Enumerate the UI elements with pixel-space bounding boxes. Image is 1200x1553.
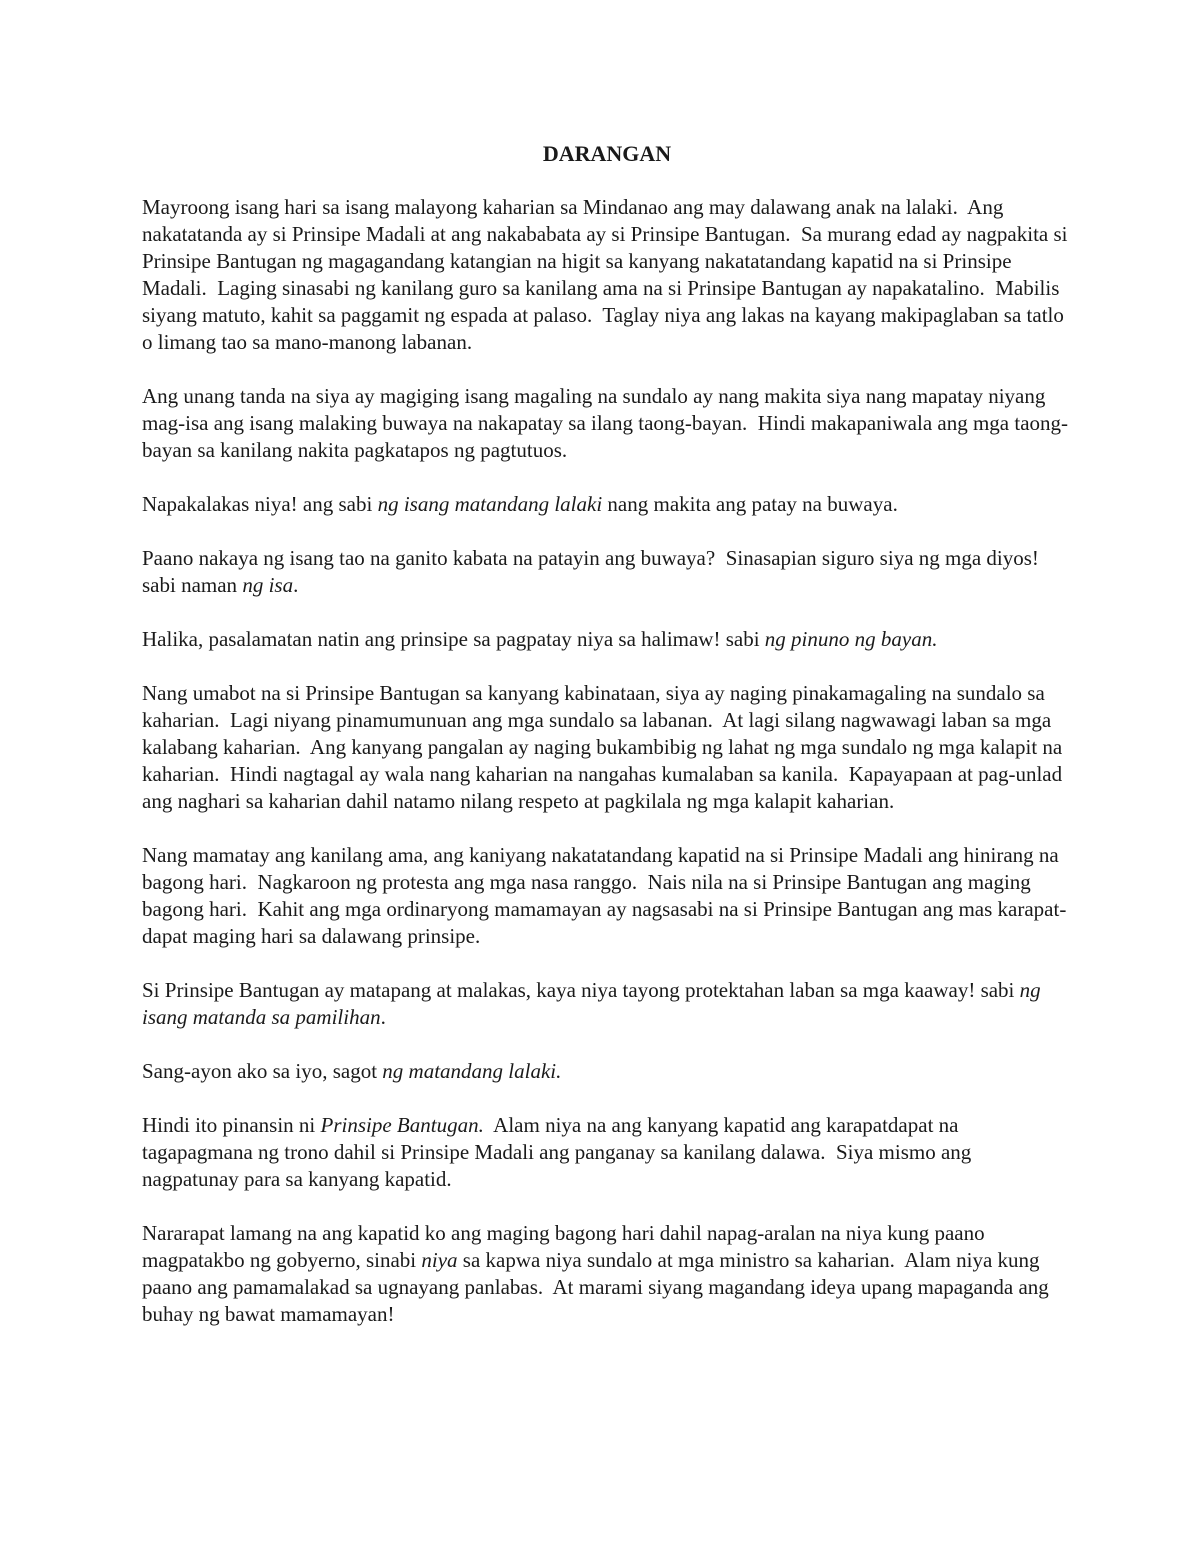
- italic-text: niya: [421, 1248, 458, 1272]
- paragraph-text: Napakalakas niya! ang sabi: [142, 492, 378, 516]
- italic-text: ng isa: [242, 573, 294, 597]
- paragraph: [142, 1220, 1072, 1328]
- paragraph-text: Si Prinsipe Bantugan ay matapang at malakas, kaya niya tayong protektahan laban sa mga kaaway! sabi: [142, 978, 1020, 1002]
- document-title: DARANGAN: [542, 141, 672, 166]
- paragraph: [142, 383, 1072, 464]
- paragraph-text: Hindi ito pinansin ni: [142, 1113, 321, 1137]
- paragraph: [142, 680, 1072, 815]
- paragraph-text: Mayroong isang hari sa isang malayong kaharian sa Mindanao ang may dalawang anak na lalaki. Ang nakatatanda ay si Prinsipe Madali at ang nakababata ay si Prinsipe Bantugan. Sa murang edad ay nagpakita si Prinsipe Bantugan ng magagandang katangian na higit sa kanyang nakatatandang kapatid na si Prinsipe Madali. Laging sinasabi ng kanilang guro sa kanilang ama na si Prinsipe Bantugan ay napakatalino. Mabilis siyang matuto, kahit sa paggamit ng espada at palaso. Taglay niya ang lakas na kayang makipaglaban sa tatlo o limang tao sa mano-manong labanan.: [142, 195, 1073, 354]
- document-body: [142, 194, 1072, 1328]
- paragraph-text: nang makita ang patay na buwaya.: [602, 492, 898, 516]
- paragraph: [142, 491, 1072, 518]
- paragraph: [142, 842, 1072, 950]
- paragraph: [142, 626, 1072, 653]
- italic-text: ng pinuno ng bayan.: [764, 627, 938, 651]
- paragraph-text: Paano nakaya ng isang tao na ganito kabata na patayin ang buwaya? Sinasapian siguro siya ng mga diyos! sabi naman: [142, 546, 1045, 597]
- paragraph: [142, 194, 1072, 356]
- paragraph-text: Sang-ayon ako sa iyo, sagot: [142, 1059, 383, 1083]
- paragraph-text: Halika, pasalamatan natin ang prinsipe sa pagpatay niya sa halimaw! sabi: [142, 627, 765, 651]
- italic-text: ng matandang lalaki.: [382, 1059, 562, 1083]
- paragraph-text: sa kapwa niya sundalo at mga ministro sa kaharian. Alam niya kung paano ang pamamalakad sa ugnayang panlabas. At marami siyang magandang ideya upang mapaganda ang buhay ng bawat mamamayan!: [142, 1248, 1055, 1326]
- paragraph: [142, 545, 1072, 599]
- paragraph-text: .: [380, 1005, 386, 1029]
- italic-text: ng isang matandang lalaki: [377, 492, 603, 516]
- paragraph-text: Ang unang tanda na siya ay magiging isang magaling na sundalo ay nang makita siya nang mapatay niyang mag-isa ang isang malaking buwaya na nakapatay sa ilang taong-bayan. Hindi makapaniwala ang mga taong-bayan sa kanilang nakita pagkatapos ng pagtutuos.: [142, 384, 1069, 462]
- paragraph-text: Nararapat lamang na ang kapatid ko ang maging bagong hari dahil napag-aralan na niya kung paano magpatakbo ng gobyerno, sinabi: [142, 1221, 990, 1272]
- paragraph: [142, 1058, 1072, 1085]
- italic-text: Prinsipe Bantugan.: [320, 1113, 484, 1137]
- document-page: [142, 138, 1072, 1355]
- paragraph-text: Nang umabot na si Prinsipe Bantugan sa kanyang kabinataan, siya ay naging pinakamagaling na sundalo sa kaharian. Lagi niyang pinamumunuan ang mga sundalo sa labanan. At lagi silang nagwawagi laban sa mga kalabang kaharian. Ang kanyang pangalan ay naging bukambibig ng lahat ng mga sundalo ng mga kalapit na kaharian. Hindi nagtagal ay wala nang kaharian na nangahas kumalaban sa kanila. Kapayapaan at pag-unlad ang naghari sa kaharian dahil natamo nilang respeto at pagkilala ng mga kalapit kaharian.: [142, 681, 1068, 813]
- paragraph-text: .: [293, 573, 299, 597]
- paragraph: [142, 977, 1072, 1031]
- paragraph-text: Alam niya na ang kanyang kapatid ang karapatdapat na tagapagmana ng trono dahil si Prinsipe Madali ang panganay sa kanilang dalawa. Siya mismo ang nagpatunay para sa kanyang kapatid.: [142, 1113, 977, 1191]
- italic-text: ng isang matanda sa pamilihan: [142, 978, 1046, 1029]
- paragraph-text: Nang mamatay ang kanilang ama, ang kaniyang nakatatandang kapatid na si Prinsipe Madali ang hinirang na bagong hari. Nagkaroon ng protesta ang mga nasa ranggo. Nais nila na si Prinsipe Bantugan ang maging bagong hari. Kahit ang mga ordinaryong mamamayan ay nagsasabi na si Prinsipe Bantugan ang mas karapat-dapat maging hari sa dalawang prinsipe.: [142, 843, 1067, 948]
- paragraph: [142, 1112, 1072, 1193]
